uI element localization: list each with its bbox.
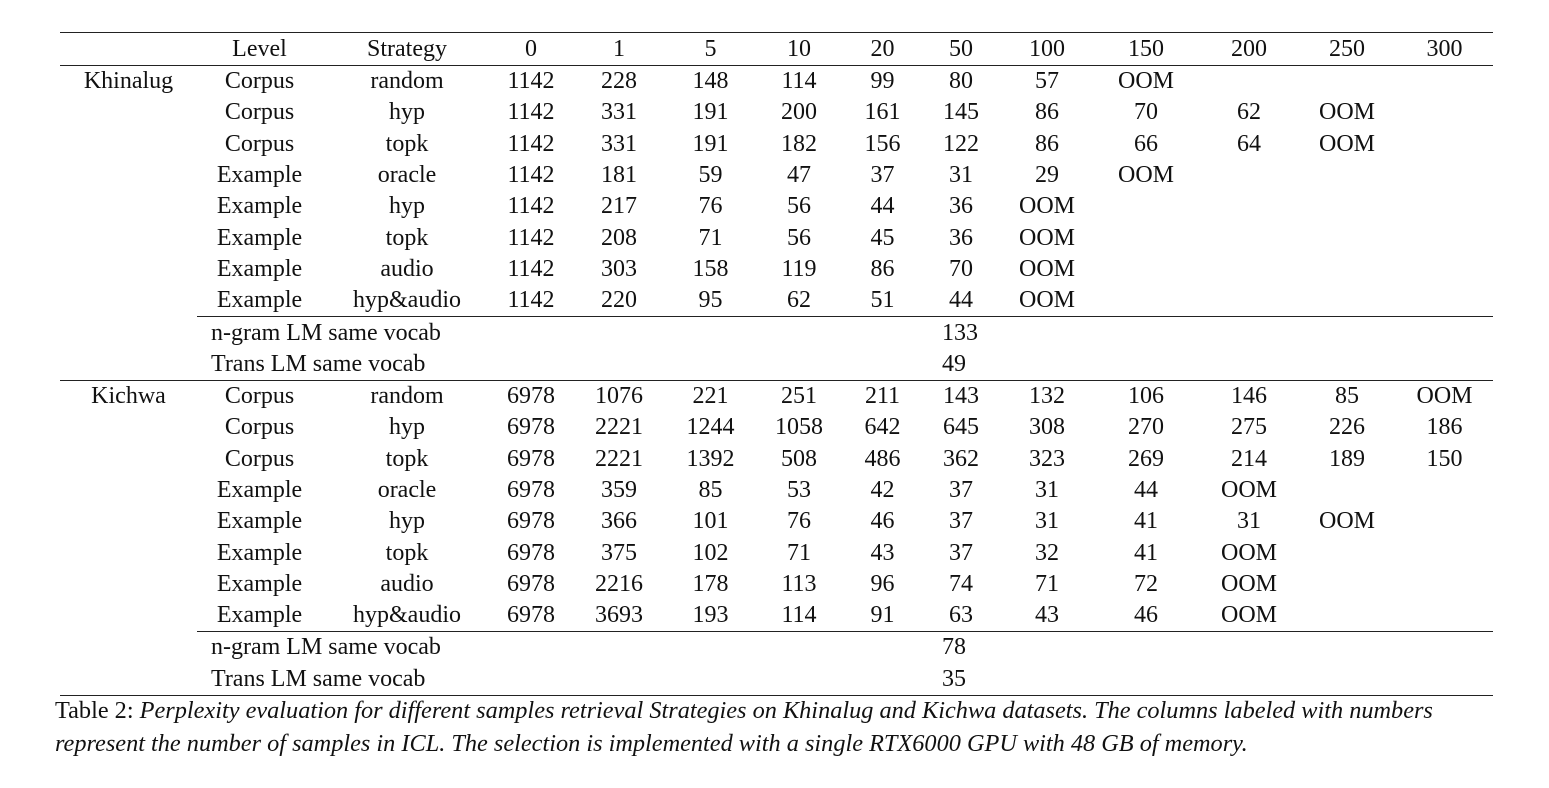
level-cell: Example: [216, 477, 303, 503]
table-row: [60, 129, 1493, 160]
empty-cell: [668, 349, 920, 381]
value-cell: 323: [1029, 445, 1065, 472]
table-row: [60, 66, 1493, 98]
strategy-cell: random: [370, 68, 444, 95]
value-cell: 217: [601, 193, 637, 220]
value-cell: 42: [870, 477, 895, 503]
empty-cell: [668, 317, 920, 349]
value-cell: 275: [1231, 414, 1267, 441]
value-cell: OOM: [1018, 224, 1075, 251]
value-cell: 114: [781, 68, 817, 95]
column-header: 0: [492, 33, 570, 66]
table-caption: [55, 694, 1505, 760]
value-cell: [1298, 600, 1396, 632]
language-cell: [60, 506, 197, 537]
value-cell: 6978: [507, 414, 555, 441]
level-cell: Corpus: [224, 99, 295, 126]
value-cell: 51: [870, 287, 895, 314]
table-row: [60, 569, 1493, 600]
value-cell: 375: [601, 539, 637, 566]
value-cell: OOM: [1018, 287, 1075, 314]
value-cell: [1200, 191, 1298, 222]
value-cell: 359: [601, 477, 637, 503]
column-header: Strategy: [322, 33, 492, 66]
value-cell: 85: [1298, 380, 1396, 412]
value-cell: 71: [1035, 570, 1059, 597]
table-row: [60, 222, 1493, 253]
value-cell: 331: [601, 130, 637, 157]
column-header: 250: [1298, 33, 1396, 66]
column-header: 300: [1396, 33, 1493, 66]
level-cell: Example: [216, 162, 303, 189]
language-cell: [60, 129, 197, 160]
column-header: 10: [753, 33, 845, 66]
value-cell: 362: [943, 445, 979, 472]
level-cell: Example: [216, 508, 303, 535]
lm-baseline-row: [60, 632, 1493, 664]
value-cell: 1076: [570, 380, 668, 412]
value-cell: [1200, 254, 1298, 285]
language-cell: [60, 537, 197, 568]
value-cell: 6978: [492, 380, 570, 412]
value-cell: [1200, 285, 1298, 317]
value-cell: [1396, 222, 1493, 253]
lm-label: Trans LM same vocab: [197, 664, 668, 696]
value-cell: 44: [1134, 477, 1158, 503]
value-cell: 86: [1035, 99, 1059, 126]
value-cell: [1298, 537, 1396, 568]
value-cell: 508: [781, 445, 817, 472]
language-cell: [60, 222, 197, 253]
table-row: [60, 380, 1493, 412]
value-cell: 62: [1237, 99, 1261, 126]
caption-text: Perplexity evaluation for different samples retrieval Strategies on Khinalug and Kichwa datasets. The columns labeled with numbers represent the number of samples in ICL. The selection is implemented with a single RTX6000 GPU with 48 GB of memory.: [55, 697, 1433, 757]
value-cell: 86: [1035, 130, 1059, 157]
value-cell: [1396, 129, 1493, 160]
value-cell: 193: [692, 602, 729, 629]
value-cell: 86: [870, 255, 895, 282]
value-cell: 63: [949, 602, 973, 629]
value-cell: [1396, 475, 1493, 506]
empty-cell: [668, 664, 920, 696]
strategy-cell: hyp: [389, 508, 425, 535]
value-cell: 1142: [507, 287, 555, 314]
value-cell: 178: [692, 570, 729, 597]
value-cell: 59: [698, 162, 723, 189]
value-cell: 1392: [686, 445, 735, 472]
value-cell: 191: [692, 99, 729, 126]
value-cell: [1396, 160, 1493, 191]
value-cell: OOM: [1220, 602, 1277, 629]
value-cell: 47: [787, 162, 811, 189]
value-cell: 53: [787, 477, 811, 503]
value-cell: [1396, 285, 1493, 317]
value-cell: 119: [781, 255, 817, 282]
value-cell: 46: [870, 508, 895, 535]
value-cell: 269: [1128, 445, 1164, 472]
value-cell: 211: [845, 380, 920, 412]
value-cell: OOM: [1220, 477, 1277, 503]
table-row: [60, 444, 1493, 475]
value-cell: 43: [1035, 602, 1059, 629]
value-cell: 29: [1035, 162, 1059, 189]
value-cell: 43: [870, 539, 895, 566]
value-cell: 1142: [507, 255, 555, 282]
table-row: [60, 254, 1493, 285]
lm-label: n-gram LM same vocab: [197, 632, 668, 664]
level-cell: Corpus: [224, 68, 295, 95]
value-cell: 220: [601, 287, 637, 314]
level-cell: Corpus: [197, 380, 322, 412]
table-row: [60, 97, 1493, 128]
value-cell: 31: [1237, 508, 1261, 535]
empty-cell: [60, 632, 197, 664]
value-cell: 6978: [507, 445, 555, 472]
value-cell: 70: [1134, 99, 1158, 126]
results-table-container: [60, 32, 1493, 696]
value-cell: 46: [1134, 602, 1158, 629]
value-cell: 181: [601, 162, 637, 189]
value-cell: [1396, 506, 1493, 537]
lm-value: 35: [920, 664, 1092, 696]
column-header: 200: [1200, 33, 1298, 66]
level-cell: Corpus: [224, 414, 295, 441]
level-cell: Example: [216, 570, 303, 597]
lm-baseline-row: [60, 349, 1493, 381]
value-cell: 31: [1035, 508, 1059, 535]
language-cell: Kichwa: [60, 380, 197, 412]
value-cell: 31: [1035, 477, 1059, 503]
value-cell: 113: [781, 570, 817, 597]
language-cell: [60, 191, 197, 222]
value-cell: OOM: [1220, 539, 1277, 566]
value-cell: 2221: [595, 445, 643, 472]
value-cell: 37: [949, 477, 973, 503]
empty-cell: [60, 317, 197, 349]
strategy-cell: topk: [385, 224, 429, 251]
value-cell: 186: [1426, 414, 1463, 441]
value-cell: 161: [864, 99, 901, 126]
column-header: 1: [570, 33, 668, 66]
strategy-cell: oracle: [377, 477, 437, 503]
value-cell: 221: [668, 380, 753, 412]
value-cell: OOM: [1117, 162, 1174, 189]
value-cell: [1396, 254, 1493, 285]
value-cell: 208: [601, 224, 637, 251]
lm-baseline-row: [60, 664, 1493, 696]
table-row: [60, 191, 1493, 222]
value-cell: [1092, 254, 1200, 285]
value-cell: [1396, 191, 1493, 222]
value-cell: 6978: [507, 508, 555, 535]
value-cell: 114: [781, 602, 817, 629]
value-cell: 44: [870, 193, 895, 220]
value-cell: 91: [870, 602, 895, 629]
value-cell: [1298, 160, 1396, 191]
value-cell: OOM: [1018, 255, 1075, 282]
value-cell: OOM: [1117, 68, 1174, 95]
strategy-cell: hyp&audio: [353, 602, 461, 629]
value-cell: 645: [943, 414, 979, 441]
value-cell: 85: [698, 477, 723, 503]
table-row: [60, 600, 1493, 632]
value-cell: 80: [949, 68, 973, 95]
value-cell: [1092, 222, 1200, 253]
table-row: [60, 537, 1493, 568]
value-cell: 31: [949, 162, 973, 189]
lm-value: 49: [942, 350, 966, 377]
value-cell: 3693: [595, 602, 643, 629]
value-cell: 6978: [507, 602, 555, 629]
value-cell: 36: [949, 224, 973, 251]
strategy-cell: topk: [385, 445, 429, 472]
strategy-cell: hyp: [389, 193, 425, 220]
lm-baseline-row: [60, 317, 1493, 349]
table-row: [60, 475, 1493, 506]
value-cell: 214: [1231, 445, 1267, 472]
value-cell: [1396, 97, 1493, 128]
language-cell: [60, 254, 197, 285]
value-cell: 37: [949, 539, 973, 566]
value-cell: 70: [949, 255, 973, 282]
value-cell: 132: [1002, 380, 1092, 412]
value-cell: 148: [692, 68, 729, 95]
column-header: 20: [845, 33, 920, 66]
value-cell: 308: [1029, 414, 1065, 441]
lm-label: Trans LM same vocab: [211, 350, 426, 377]
value-cell: [1200, 160, 1298, 191]
lm-value: 78: [920, 632, 1092, 664]
value-cell: 41: [1134, 508, 1158, 535]
empty-cell: [60, 349, 197, 381]
lm-value: 133: [920, 317, 1092, 349]
column-header: 150: [1092, 33, 1200, 66]
value-cell: 95: [698, 287, 723, 314]
value-cell: 1244: [686, 414, 735, 441]
value-cell: 2216: [595, 570, 643, 597]
value-cell: 32: [1035, 539, 1059, 566]
level-cell: Corpus: [224, 130, 295, 157]
empty-cell: [1092, 349, 1493, 381]
value-cell: 71: [698, 224, 723, 251]
value-cell: 182: [781, 130, 817, 157]
value-cell: 101: [692, 508, 729, 535]
value-cell: [1298, 475, 1396, 506]
value-cell: [1298, 254, 1396, 285]
strategy-cell: random: [322, 380, 492, 412]
level-cell: Example: [216, 224, 303, 251]
value-cell: 331: [601, 99, 637, 126]
value-cell: [1092, 285, 1200, 317]
language-cell: Khinalug: [83, 68, 174, 95]
value-cell: 1142: [507, 162, 555, 189]
value-cell: 56: [787, 193, 811, 220]
empty-cell: [60, 664, 197, 696]
value-cell: 102: [692, 539, 729, 566]
value-cell: [1298, 222, 1396, 253]
table-row: [60, 412, 1493, 443]
level-cell: Example: [216, 602, 303, 629]
value-cell: 486: [864, 445, 901, 472]
perplexity-table: [60, 32, 1493, 696]
strategy-cell: hyp: [389, 414, 425, 441]
value-cell: 251: [753, 380, 845, 412]
value-cell: 37: [870, 162, 895, 189]
value-cell: 366: [601, 508, 637, 535]
value-cell: 6978: [507, 539, 555, 566]
value-cell: [1298, 191, 1396, 222]
value-cell: 150: [1426, 445, 1463, 472]
value-cell: 45: [870, 224, 895, 251]
value-cell: 62: [787, 287, 811, 314]
value-cell: [1396, 66, 1493, 98]
value-cell: [1396, 569, 1493, 600]
value-cell: [1200, 222, 1298, 253]
language-cell: [60, 285, 197, 317]
table-row: [60, 285, 1493, 317]
value-cell: 200: [781, 99, 817, 126]
value-cell: 156: [864, 130, 901, 157]
value-cell: 226: [1329, 414, 1365, 441]
value-cell: 57: [1035, 68, 1059, 95]
strategy-cell: audio: [380, 255, 434, 282]
column-header: [60, 33, 197, 66]
value-cell: 37: [949, 508, 973, 535]
level-cell: Example: [216, 539, 303, 566]
level-cell: Corpus: [224, 445, 295, 472]
value-cell: [1396, 600, 1493, 632]
language-cell: [60, 444, 197, 475]
value-cell: 1142: [507, 193, 555, 220]
value-cell: 6978: [507, 477, 555, 503]
value-cell: 2221: [595, 414, 643, 441]
value-cell: 228: [601, 68, 637, 95]
empty-cell: [1092, 632, 1493, 664]
value-cell: 44: [949, 287, 973, 314]
strategy-cell: topk: [385, 539, 429, 566]
value-cell: 143: [920, 380, 1002, 412]
value-cell: 36: [949, 193, 973, 220]
value-cell: 303: [601, 255, 637, 282]
value-cell: 1058: [775, 414, 823, 441]
table-header-row: [60, 33, 1493, 66]
table-body: [60, 66, 1493, 696]
language-cell: [60, 412, 197, 443]
level-cell: Example: [216, 193, 303, 220]
column-header: 5: [668, 33, 753, 66]
language-cell: [60, 97, 197, 128]
value-cell: OOM: [1018, 193, 1075, 220]
value-cell: 41: [1134, 539, 1158, 566]
column-header: 50: [920, 33, 1002, 66]
value-cell: OOM: [1318, 508, 1375, 535]
value-cell: [1298, 569, 1396, 600]
value-cell: 6978: [507, 570, 555, 597]
value-cell: 1142: [507, 99, 555, 126]
value-cell: 146: [1200, 380, 1298, 412]
value-cell: 191: [692, 130, 729, 157]
column-header: Level: [197, 33, 322, 66]
value-cell: 76: [787, 508, 811, 535]
value-cell: [1298, 285, 1396, 317]
empty-cell: [1092, 317, 1493, 349]
value-cell: 642: [864, 414, 901, 441]
level-cell: Example: [216, 255, 303, 282]
value-cell: 270: [1128, 414, 1164, 441]
value-cell: 1142: [507, 68, 555, 95]
value-cell: 189: [1329, 445, 1365, 472]
value-cell: OOM: [1318, 99, 1375, 126]
strategy-cell: hyp: [389, 99, 425, 126]
value-cell: 106: [1092, 380, 1200, 412]
value-cell: 99: [870, 68, 895, 95]
value-cell: 145: [943, 99, 979, 126]
value-cell: 158: [692, 255, 729, 282]
value-cell: 56: [787, 224, 811, 251]
strategy-cell: topk: [385, 130, 429, 157]
value-cell: OOM: [1318, 130, 1375, 157]
empty-cell: [1092, 664, 1493, 696]
table-row: [60, 506, 1493, 537]
lm-label: n-gram LM same vocab: [197, 317, 668, 349]
value-cell: 76: [698, 193, 723, 220]
language-cell: [60, 600, 197, 632]
value-cell: 122: [943, 130, 979, 157]
value-cell: 1142: [507, 224, 555, 251]
language-cell: [60, 475, 197, 506]
strategy-cell: audio: [380, 570, 434, 597]
language-cell: [60, 569, 197, 600]
value-cell: 71: [787, 539, 811, 566]
value-cell: OOM: [1396, 380, 1493, 412]
value-cell: 64: [1237, 130, 1261, 157]
column-header: 100: [1002, 33, 1092, 66]
value-cell: OOM: [1220, 570, 1277, 597]
level-cell: Example: [216, 287, 303, 314]
value-cell: 72: [1134, 570, 1158, 597]
value-cell: 66: [1134, 130, 1158, 157]
caption-label: Table 2:: [55, 697, 134, 724]
value-cell: 74: [949, 570, 973, 597]
strategy-cell: hyp&audio: [353, 287, 461, 314]
value-cell: 1142: [507, 130, 555, 157]
table-row: [60, 160, 1493, 191]
value-cell: [1298, 66, 1396, 98]
value-cell: [1200, 66, 1298, 98]
value-cell: 96: [870, 570, 895, 597]
empty-cell: [668, 632, 920, 664]
value-cell: [1396, 537, 1493, 568]
language-cell: [60, 160, 197, 191]
value-cell: [1092, 191, 1200, 222]
strategy-cell: oracle: [377, 162, 437, 189]
